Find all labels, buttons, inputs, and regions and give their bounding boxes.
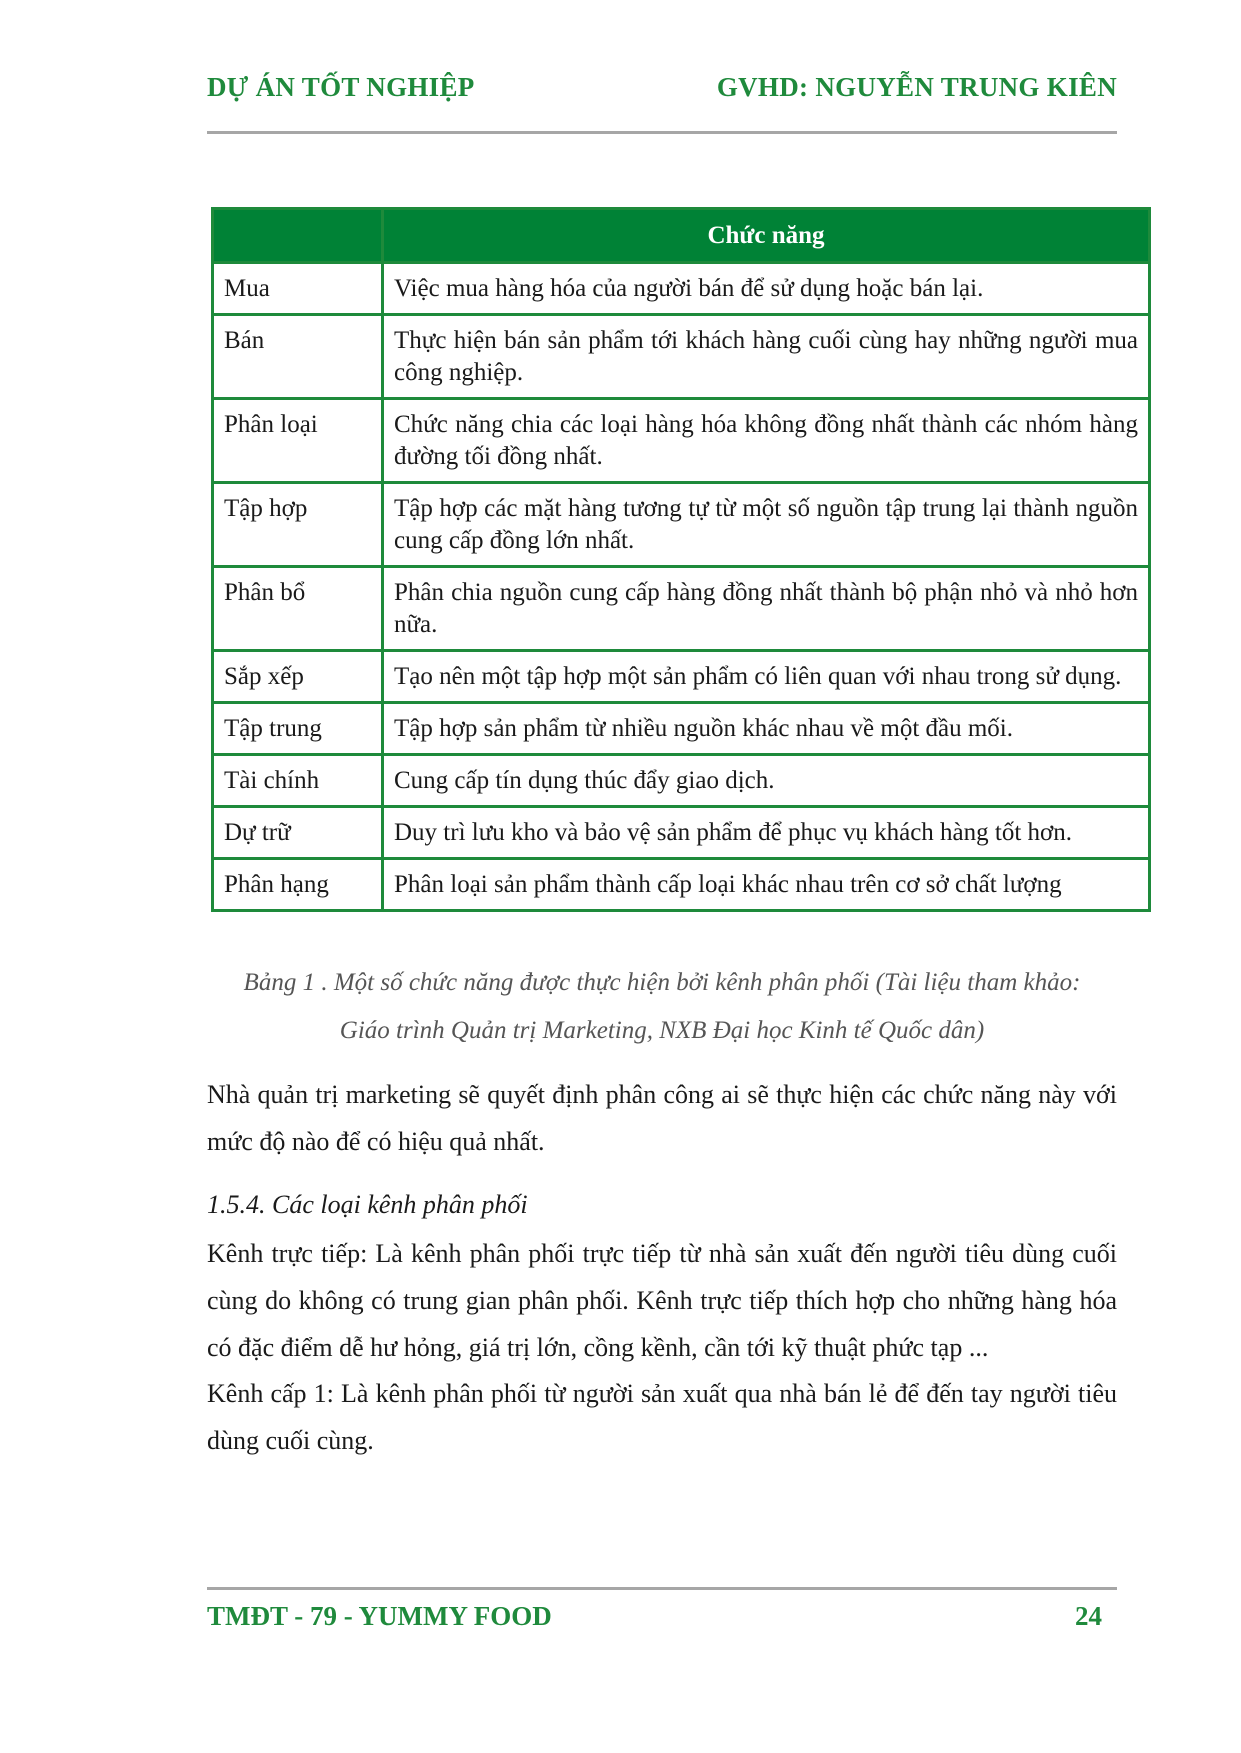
section-heading: 1.5.4. Các loại kênh phân phối (207, 1190, 528, 1219)
table-row (213, 399, 1150, 483)
table-row (213, 703, 1150, 755)
table-row (213, 755, 1150, 807)
function-name: Tập hợp (213, 483, 383, 567)
table-caption (207, 959, 1117, 1055)
function-description: Tập hợp sản phẩm từ nhiều nguồn khác nhau về một đầu mối. (383, 703, 1150, 755)
function-name: Phân loại (213, 399, 383, 483)
table-row (213, 651, 1150, 703)
function-description: Phân loại sản phẩm thành cấp loại khác nhau trên cơ sở chất lượng (383, 859, 1150, 911)
page-header (207, 72, 1117, 103)
function-name: Phân hạng (213, 859, 383, 911)
function-name: Dự trữ (213, 807, 383, 859)
function-name: Bán (213, 315, 383, 399)
function-description: Tập hợp các mặt hàng tương tự từ một số nguồn tập trung lại thành nguồn cung cấp đồng lớn nhất. (383, 483, 1150, 567)
function-description: Cung cấp tín dụng thúc đẩy giao dịch. (383, 755, 1150, 807)
table-header-cell (213, 209, 383, 263)
header-divider (207, 131, 1117, 134)
caption-line: Bảng 1 . Một số chức năng được thực hiện bởi kênh phân phối (Tài liệu tham khảo: (243, 969, 1081, 996)
project-title: DỰ ÁN TỐT NGHIỆP (207, 72, 475, 102)
table-row (213, 315, 1150, 399)
body-paragraph: Kênh trực tiếp: Là kênh phân phối trực tiếp từ nhà sản xuất đến người tiêu dùng cuối cùng do không có trung gian phân phối. Kênh trực tiếp thích hợp cho những hàng hóa có đặc điểm dễ hư hỏng, giá trị lớn, cồng kềnh, cần tới kỹ thuật phức tạp ... (207, 1239, 1117, 1362)
table-row (213, 859, 1150, 911)
function-name: Mua (213, 263, 383, 315)
function-description: Phân chia nguồn cung cấp hàng đồng nhất thành bộ phận nhỏ và nhỏ hơn nữa. (383, 567, 1150, 651)
body-paragraph: Kênh cấp 1: Là kênh phân phối từ người sản xuất qua nhà bán lẻ để đến tay người tiêu dùng cuối cùng. (207, 1379, 1117, 1455)
table-row (213, 483, 1150, 567)
function-name: Phân bổ (213, 567, 383, 651)
footer-divider (207, 1587, 1117, 1590)
function-name: Tập trung (213, 703, 383, 755)
footer-project: TMĐT - 79 - YUMMY FOOD (207, 1601, 552, 1631)
page-number: 24 (1075, 1601, 1102, 1631)
table-row (213, 263, 1150, 315)
page-footer (207, 1601, 1102, 1632)
table-header-row (213, 209, 1150, 263)
function-description: Thực hiện bán sản phẩm tới khách hàng cuối cùng hay những người mua công nghiệp. (383, 315, 1150, 399)
supervisor-name: GVHD: NGUYỄN TRUNG KIÊN (716, 72, 1117, 102)
table-row (213, 807, 1150, 859)
functions-table (211, 207, 1151, 912)
body-paragraph: Nhà quản trị marketing sẽ quyết định phân công ai sẽ thực hiện các chức năng này với mức độ nào để có hiệu quả nhất. (207, 1080, 1117, 1156)
function-name: Sắp xếp (213, 651, 383, 703)
function-description: Duy trì lưu kho và bảo vệ sản phẩm để phục vụ khách hàng tốt hơn. (383, 807, 1150, 859)
function-description: Việc mua hàng hóa của người bán để sử dụng hoặc bán lại. (383, 263, 1150, 315)
table-header-cell: Chức năng (383, 209, 1150, 263)
function-description: Chức năng chia các loại hàng hóa không đồng nhất thành các nhóm hàng đường tối đồng nhất. (383, 399, 1150, 483)
table-row (213, 567, 1150, 651)
function-name: Tài chính (213, 755, 383, 807)
function-description: Tạo nên một tập hợp một sản phẩm có liên quan với nhau trong sử dụng. (383, 651, 1150, 703)
caption-line: Giáo trình Quản trị Marketing, NXB Đại học Kinh tế Quốc dân) (339, 1017, 985, 1044)
